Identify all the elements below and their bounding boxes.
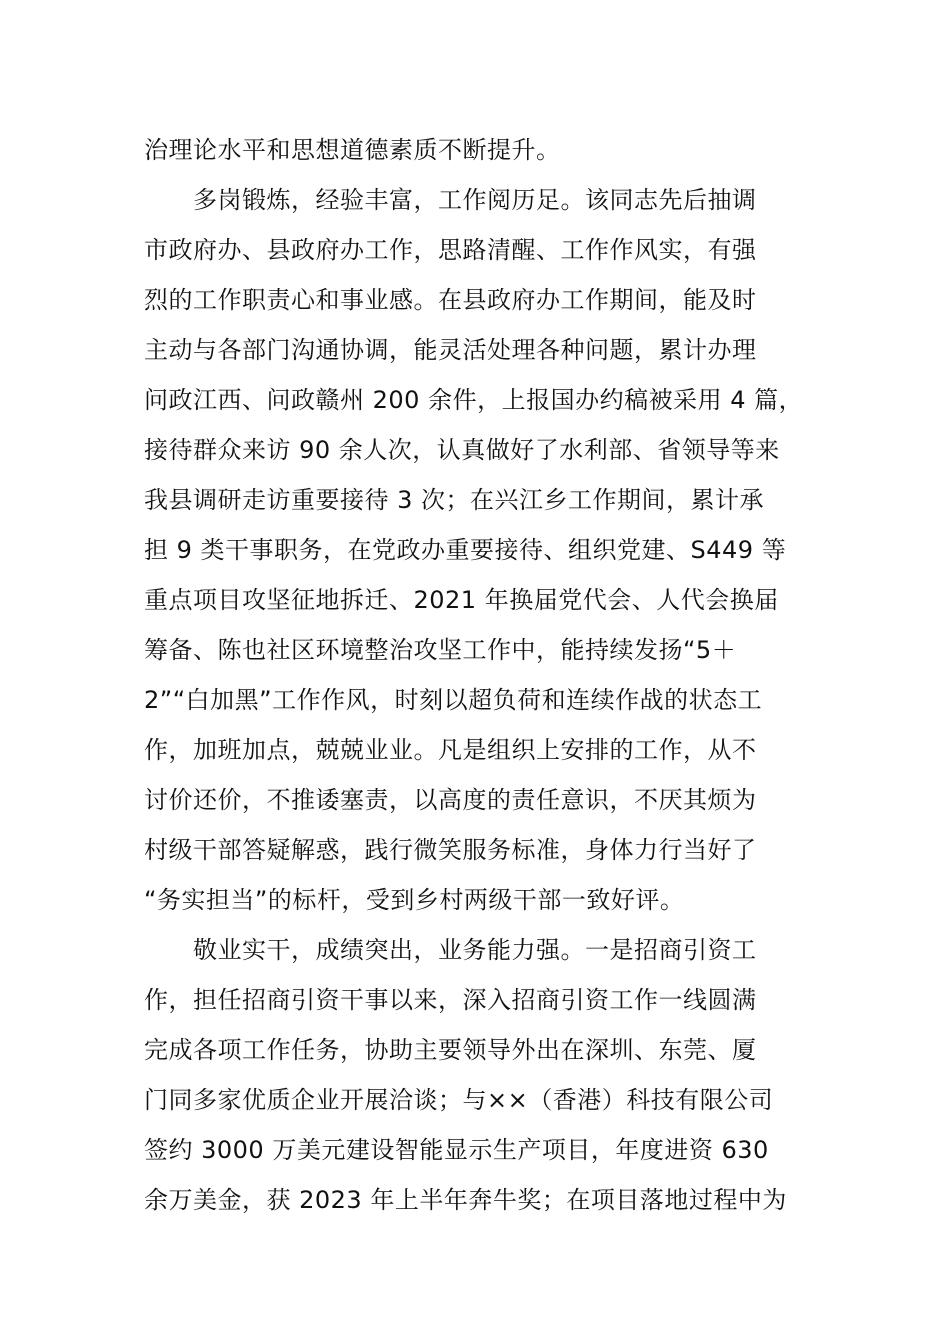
text-line: 2”“白加黑”工作作风，时刻以超负荷和连续作战的状态工	[144, 686, 763, 714]
text-line: 问政江西、问政赣州 200 余件，上报国办约稿被采用 4 篇，	[144, 386, 804, 414]
text-line: 作，加班加点，兢兢业业。凡是组织上安排的工作，从不	[144, 736, 757, 764]
text-line: 签约 3000 万美元建设智能显示生产项目，年度进资 630	[144, 1136, 769, 1164]
text-line: “务实担当”的标杆，受到乡村两级干部一致好评。	[144, 886, 685, 914]
text-line: 担 9 类干事职务，在党政办重要接待、组织党建、S449 等	[144, 536, 787, 564]
text-line: 门同多家优质企业开展洽谈；与××（香港）科技有限公司	[144, 1086, 774, 1114]
text-line: 治理论水平和思想道德素质不断提升。	[144, 136, 561, 164]
text-line: 我县调研走访重要接待 3 次；在兴江乡工作期间，累计承	[144, 486, 765, 514]
text-line: 筹备、陈也社区环境整治攻坚工作中，能持续发扬“5＋	[144, 636, 737, 664]
text-line: 主动与各部门沟通协调，能灵活处理各种问题，累计办理	[144, 336, 757, 364]
text-line: 烈的工作职责心和事业感。在县政府办工作期间，能及时	[144, 286, 757, 314]
text-line: 讨价还价，不推诿塞责，以高度的责任意识，不厌其烦为	[144, 786, 757, 814]
text-line: 村级干部答疑解惑，践行微笑服务标准，身体力行当好了	[144, 836, 757, 864]
text-line: 市政府办、县政府办工作，思路清醒、工作作风实，有强	[144, 236, 757, 264]
text-line: 重点项目攻坚征地拆迁、2021 年换届党代会、人代会换届	[144, 586, 779, 614]
paragraph-first-line: 多岗锻炼，经验丰富，工作阅历足。该同志先后抽调	[193, 186, 757, 214]
paragraph-first-line: 敬业实干，成绩突出，业务能力强。一是招商引资工	[193, 936, 757, 964]
text-line: 完成各项工作任务，协助主要领导外出在深圳、东莞、厦	[144, 1036, 757, 1064]
text-line: 余万美金，获 2023 年上半年奔牛奖；在项目落地过程中为	[144, 1186, 787, 1214]
text-line: 作，担任招商引资干事以来，深入招商引资工作一线圆满	[144, 986, 757, 1014]
text-line: 接待群众来访 90 余人次，认真做好了水利部、省领导等来	[144, 436, 780, 464]
